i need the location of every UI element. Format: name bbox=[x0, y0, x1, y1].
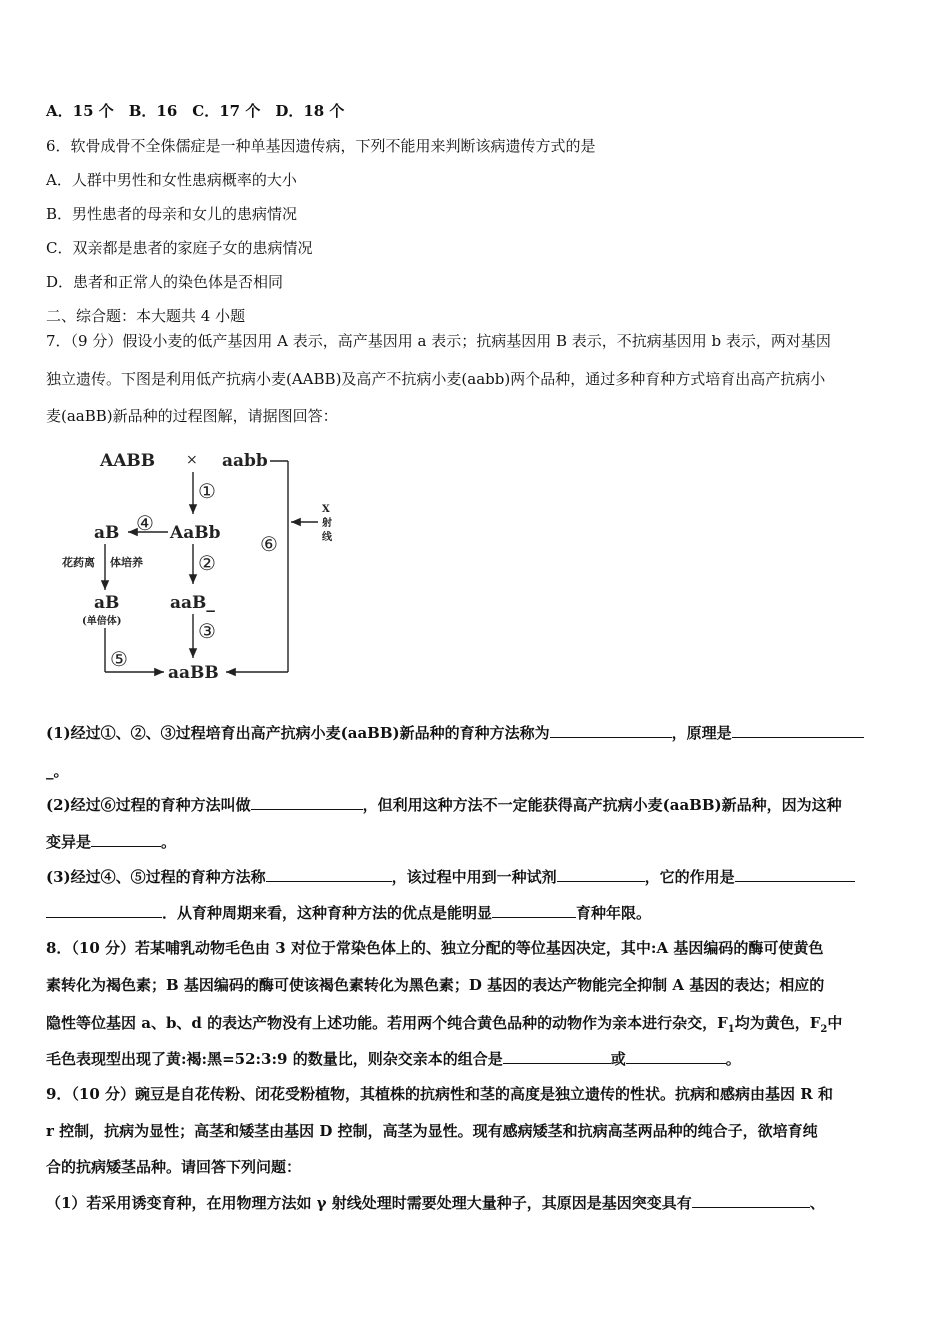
q7-sub-1-cont: _。 bbox=[46, 762, 69, 780]
answer-blank[interactable] bbox=[492, 903, 576, 918]
haploid-ab: aB bbox=[94, 593, 120, 613]
aab-blank: aaB_ bbox=[170, 593, 215, 613]
q7-sub-2-cont: 变异是 。 bbox=[46, 833, 177, 851]
cross-sign: × bbox=[186, 452, 198, 468]
q7-sub-3: (3)经过④、⑤过程的育种方法称 ，该过程中用到一种试剂 ，它的作用是 bbox=[46, 867, 908, 887]
q6-option-d: D．患者和正常人的染色体是否相同 bbox=[46, 273, 284, 291]
q9-line-2: r 控制，抗病为显性；高茎和矮茎由基因 D 控制，高茎为显性。现有感病矮茎和抗病高茎两品种的纯合子，欲培育纯 bbox=[46, 1122, 818, 1140]
answer-blank[interactable] bbox=[557, 867, 645, 882]
q6-stem: 6．软骨成骨不全侏儒症是一种单基因遗传病，下列不能用来判断该病遗传方式的是 bbox=[46, 137, 596, 155]
answer-blank[interactable] bbox=[735, 867, 855, 882]
q7-line-2: 独立遗传。下图是利用低产抗病小麦(AABB)及高产不抗病小麦(aabb)两个品种，通过多种育种方式培育出高产抗病小 bbox=[46, 370, 826, 388]
haploid-note: (单倍体) bbox=[82, 616, 122, 627]
answer-blank[interactable] bbox=[91, 832, 161, 847]
q7-line-1: 7．（9 分）假设小麦的低产基因用 A 表示，高产基因用 a 表示；抗病基因用 B 表示，不抗病基因用 b 表示，两对基因 bbox=[46, 332, 831, 350]
breeding-diagram bbox=[60, 448, 360, 688]
q8-line-3: 隐性等位基因 a、b、d 的表达产物没有上述功能。若用两个纯合黄色品种的动物作为亲本进行杂交，$F_1$均为黄色，$F_2$中 bbox=[46, 1014, 843, 1035]
q6-option-a: A．人群中男性和女性患病概率的大小 bbox=[46, 171, 297, 189]
q9-line-3: 合的抗病矮茎品种。请回答下列问题： bbox=[46, 1158, 302, 1176]
step-3-label: ③ bbox=[198, 619, 216, 643]
answer-blank[interactable] bbox=[732, 723, 864, 738]
section-heading: 二、综合题：本大题共 4 小题 bbox=[46, 307, 246, 325]
answer-blank[interactable] bbox=[266, 867, 392, 882]
f1-aabb: AaBb bbox=[170, 523, 221, 543]
answer-blank[interactable] bbox=[692, 1193, 810, 1208]
answer-blank[interactable] bbox=[46, 903, 162, 918]
answer-blank[interactable] bbox=[251, 795, 363, 810]
step-2-label: ② bbox=[198, 551, 216, 575]
q7-line-3: 麦(aaBB)新品种的过程图解，请据图回答： bbox=[46, 407, 338, 425]
ab-gamete: aB bbox=[94, 523, 120, 543]
anther-culture-label-a: 花药离 bbox=[62, 556, 95, 569]
step-6-label: ⑥ bbox=[260, 532, 278, 556]
q7-sub-2: (2)经过⑥过程的育种方法叫做 ，但利用这种方法不一定能获得高产抗病小麦(aaBB)新品种，因为这种 bbox=[46, 796, 842, 814]
answer-blank[interactable] bbox=[626, 1049, 726, 1064]
target-aabb: aaBB bbox=[168, 663, 219, 683]
parent-aabb-high: aabb bbox=[222, 451, 268, 471]
q8-line-1: 8．（10 分）若某哺乳动物毛色由 3 对位于常染色体上的、独立分配的等位基因决定，其中:A 基因编码的酶可使黄色 bbox=[46, 939, 824, 957]
q6-option-c: C．双亲都是患者的家庭子女的患病情况 bbox=[46, 239, 313, 257]
xray-label-x: X bbox=[322, 504, 330, 515]
q6-option-b: B．男性患者的母亲和女儿的患病情况 bbox=[46, 205, 298, 223]
q8-line-2: 素转化为褐色素；B 基因编码的酶可使该褐色素转化为黑色素；D 基因的表达产物能完全抑制 A 基因的表达；相应的 bbox=[46, 976, 825, 994]
q8-line-4: 毛色表现型出现了黄:褐:黑=52:3:9 的数量比，则杂交亲本的组合是 或 。 bbox=[46, 1050, 741, 1068]
q7-sub-1: (1)经过①、②、③过程培育出高产抗病小麦(aaBB)新品种的育种方法称为 ，原理是 bbox=[46, 723, 908, 743]
step-4-label: ④ bbox=[136, 511, 154, 535]
q9-line-1: 9．（10 分）豌豆是自花传粉、闭花受粉植物，其植株的抗病性和茎的高度是独立遗传的性状。抗病和感病由基因 R 和 bbox=[46, 1085, 833, 1103]
q7-sub-3-cont: ．从育种周期来看，这种育种方法的优点是能明显 育种年限。 bbox=[46, 903, 908, 923]
xray-label-she: 射 bbox=[322, 518, 332, 529]
step-5-label: ⑤ bbox=[110, 647, 128, 671]
answer-blank[interactable] bbox=[550, 723, 672, 738]
q5-options: A．15 个 B．16 C．17 个 D．18 个 bbox=[46, 102, 345, 120]
q9-sub-1: （1）若采用诱变育种，在用物理方法如 γ 射线处理时需要处理大量种子，其原因是基因突变具有 、 bbox=[46, 1194, 825, 1212]
anther-culture-label-b: 体培养 bbox=[110, 556, 143, 569]
parent-aabb-low: AABB bbox=[100, 451, 156, 471]
xray-label-xian: 线 bbox=[322, 532, 332, 543]
answer-blank[interactable] bbox=[503, 1049, 611, 1064]
step-1-label: ① bbox=[198, 479, 216, 503]
